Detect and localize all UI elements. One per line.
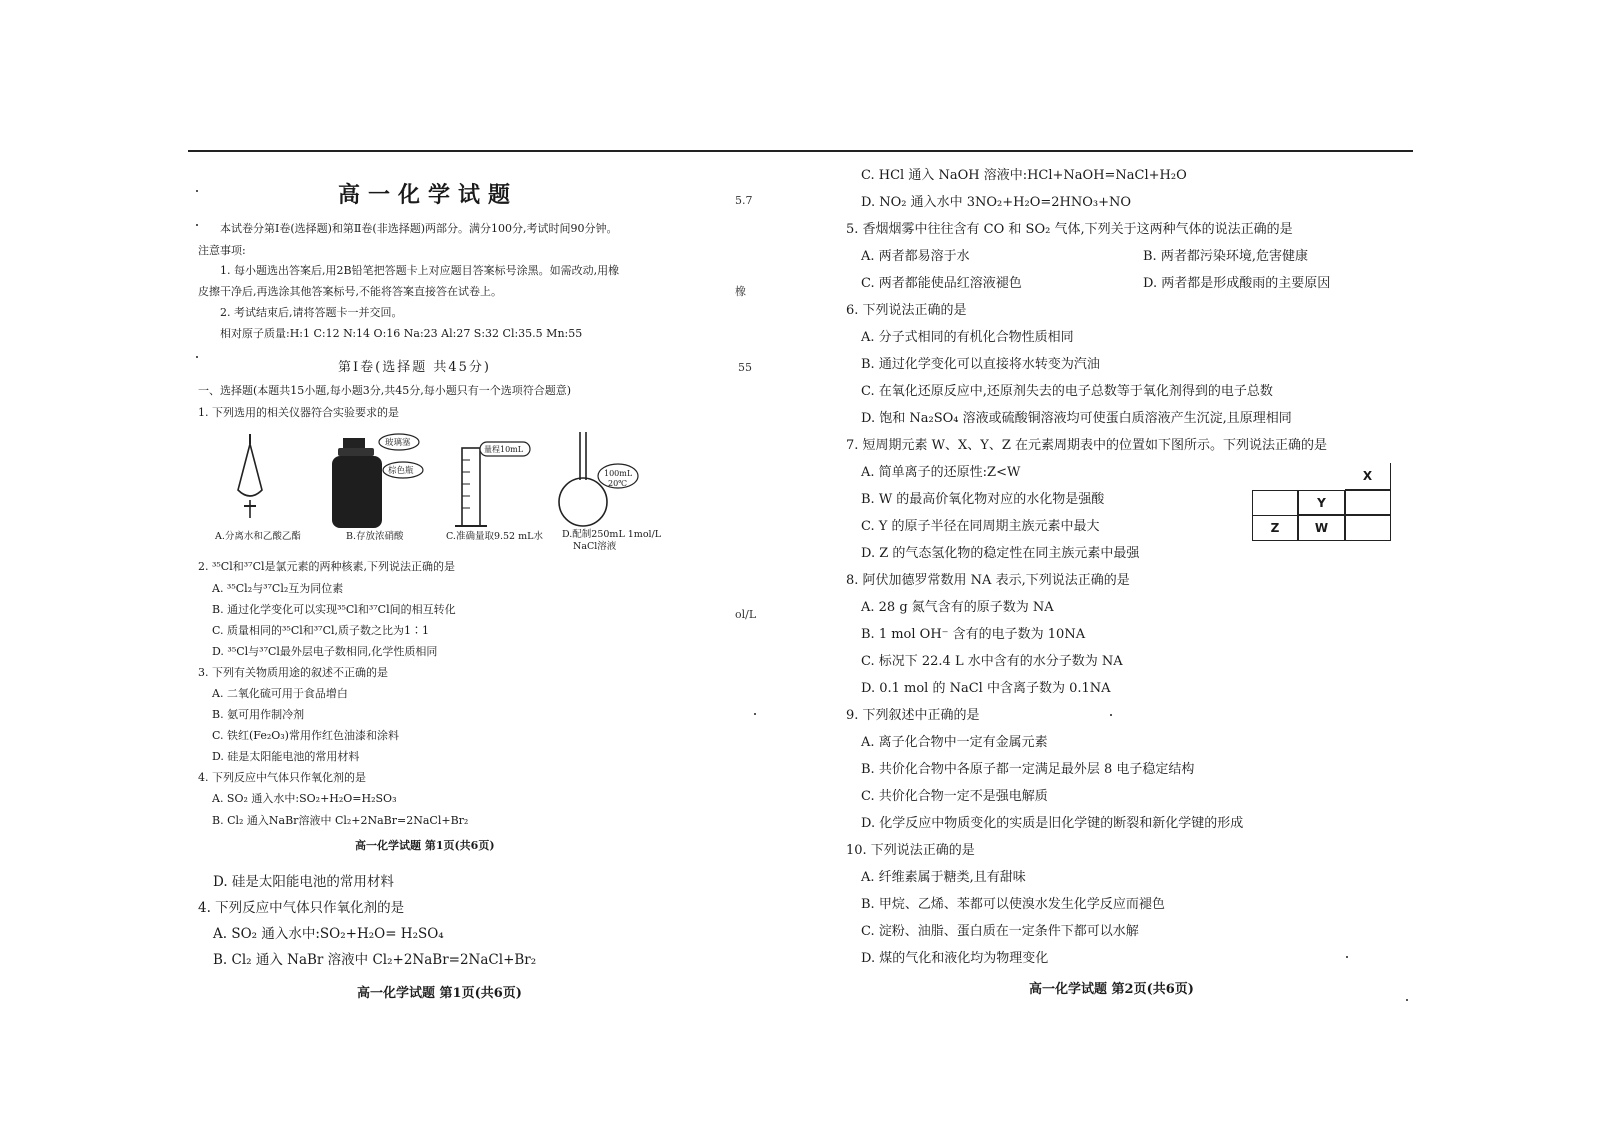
option-6d: D. 饱和 Na₂SO₄ 溶液或硫酸铜溶液均可使蛋白质溶液产生沉淀,且原理相同 [861, 411, 1292, 426]
question-4-large: 4. 下列反应中气体只作氧化剂的是 [198, 900, 405, 916]
scan-speck [196, 190, 198, 192]
notes-label: 注意事项: [198, 244, 246, 257]
scan-speck [1110, 714, 1112, 716]
margin-mark-3: 55 [738, 361, 752, 374]
option-3b: B. 氨可用作制冷剂 [212, 708, 305, 721]
exam-intro: 本试卷分第Ⅰ卷(选择题)和第Ⅱ卷(非选择题)两部分。满分100分,考试时间90分钟。 [220, 222, 618, 235]
scan-speck [196, 224, 198, 226]
option-2b: B. 通过化学变化可以实现³⁵Cl和³⁷Cl间的相互转化 [212, 603, 456, 616]
option-7b: B. W 的最高价氧化物对应的水化物是强酸 [861, 492, 1105, 507]
left-footer: 高一化学试题 第1页(共6页) [357, 986, 522, 1001]
option-6a: A. 分子式相同的有机化合物性质相同 [861, 330, 1074, 345]
question-3: 3. 下列有关物质用途的叙述不正确的是 [198, 666, 388, 679]
question-4-small: 4. 下列反应中气体只作氧化剂的是 [198, 771, 366, 784]
bubble-label-b1: 玻璃塞 [385, 438, 411, 448]
option-9b: B. 共价化合物中各原子都一定满足最外层 8 电子稳定结构 [861, 762, 1195, 777]
note-2: 2. 考试结束后,请将答题卡一并交回。 [220, 306, 403, 319]
option-2c: C. 质量相同的³⁵Cl和³⁷Cl,质子数之比为1∶1 [212, 624, 430, 637]
option-10d: D. 煤的气化和液化均为物理变化 [861, 951, 1049, 966]
option-8b: B. 1 mol OH⁻ 含有的电子数为 10NA [861, 627, 1086, 642]
bubble-label-b2: 棕色瓶 [388, 466, 414, 476]
option-1a: A.分离水和乙酸乙酯 [215, 531, 301, 542]
option-1d-2: NaCl溶液 [573, 541, 617, 552]
option-4d: D. NO₂ 通入水中 3NO₂+H₂O=2HNO₃+NO [861, 195, 1132, 210]
top-rule [188, 150, 1413, 152]
question-6: 6. 下列说法正确的是 [846, 303, 967, 318]
option-6c: C. 在氧化还原反应中,还原剂失去的电子总数等于氧化剂得到的电子总数 [861, 384, 1273, 399]
option-5b: B. 两者都污染环境,危害健康 [1143, 249, 1308, 264]
option-10c: C. 淀粉、油脂、蛋白质在一定条件下都可以水解 [861, 924, 1139, 939]
note-1a: 1. 每小题选出答案后,用2B铅笔把答题卡上对应题目答案标号涂黑。如需改动,用橡 [220, 264, 620, 277]
question-2: 2. ³⁵Cl和³⁷Cl是氯元素的两种核素,下列说法正确的是 [198, 560, 455, 573]
scan-speck [196, 356, 198, 358]
option-8c: C. 标况下 22.4 L 水中含有的水分子数为 NA [861, 654, 1123, 669]
option-2a: A. ³⁵Cl₂与³⁷Cl₂互为同位素 [212, 582, 344, 595]
option-10a: A. 纤维素属于糖类,且有甜味 [861, 870, 1026, 885]
option-5c: C. 两者都能使品红溶液褪色 [861, 276, 1022, 291]
question-5: 5. 香烟烟雾中往往含有 CO 和 SO₂ 气体,下列关于这两种气体的说法正确的是 [846, 222, 1293, 237]
scan-speck [1346, 956, 1348, 958]
atomic-mass: 相对原子质量:H:1 C:12 N:14 O:16 Na:23 Al:27 S:32 Cl:35.5 Mn:55 [220, 327, 583, 340]
cell-empty-3 [1345, 515, 1391, 541]
option-4a-large: A. SO₂ 通入水中:SO₂+H₂O= H₂SO₄ [213, 926, 444, 942]
option-9d: D. 化学反应中物质变化的实质是旧化学键的断裂和新化学键的形成 [861, 816, 1244, 831]
separatory-funnel-icon [238, 434, 262, 518]
option-3d: D. 硅是太阳能电池的常用材料 [212, 750, 360, 763]
option-1b: B.存放浓硝酸 [346, 531, 404, 542]
cell-w: W [1298, 515, 1345, 541]
option-5d: D. 两者都是形成酸雨的主要原因 [1143, 276, 1331, 291]
question-8: 8. 阿伏加德罗常数用 NA 表示,下列说法正确的是 [846, 573, 1130, 588]
option-6b: B. 通过化学变化可以直接将水转变为汽油 [861, 357, 1100, 372]
margin-mark-1: 5.7 [735, 194, 753, 207]
option-8d: D. 0.1 mol 的 NaCl 中含离子数为 0.1NA [861, 681, 1111, 696]
cell-z: Z [1252, 515, 1298, 541]
question-10: 10. 下列说法正确的是 [846, 843, 975, 858]
cell-y: Y [1298, 490, 1345, 515]
note-1b: 皮擦干净后,再选涂其他答案标号,不能将答案直接答在试卷上。 [198, 285, 502, 298]
option-9a: A. 离子化合物中一定有金属元素 [861, 735, 1048, 750]
option-3d-large: D. 硅是太阳能电池的常用材料 [213, 874, 394, 890]
option-7c: C. Y 的原子半径在同周期主族元素中最大 [861, 519, 1100, 534]
option-8a: A. 28 g 氮气含有的原子数为 NA [861, 600, 1054, 615]
option-3a: A. 二氧化硫可用于食品增白 [212, 687, 348, 700]
cell-empty-1 [1252, 490, 1298, 515]
option-4b-large: B. Cl₂ 通入 NaBr 溶液中 Cl₂+2NaBr=2NaCl+Br₂ [213, 952, 537, 968]
cell-x: X [1345, 463, 1391, 490]
footer-small: 高一化学试题 第1页(共6页) [355, 839, 495, 852]
option-3c: C. 铁红(Fe₂O₃)常用作红色油漆和涂料 [212, 729, 399, 742]
scan-speck [754, 713, 756, 715]
option-4c: C. HCl 通入 NaOH 溶液中:HCl+NaOH=NaCl+H₂O [861, 168, 1187, 183]
option-5a: A. 两者都易溶于水 [861, 249, 970, 264]
option-10b: B. 甲烷、乙烯、苯都可以使溴水发生化学反应而褪色 [861, 897, 1165, 912]
question-9: 9. 下列叙述中正确的是 [846, 708, 980, 723]
part-intro: 一、选择题(本题共15小题,每小题3分,共45分,每小题只有一个选项符合题意) [198, 384, 572, 397]
option-1c: C.准确量取9.52 mL水 [446, 531, 543, 542]
option-7d: D. Z 的气态氢化物的稳定性在同主族元素中最强 [861, 546, 1140, 561]
option-2d: D. ³⁵Cl与³⁷Cl最外层电子数相同,化学性质相同 [212, 645, 438, 658]
right-footer: 高一化学试题 第2页(共6页) [1029, 982, 1194, 997]
cell-empty-2 [1345, 490, 1391, 515]
question-1: 1. 下列选用的相关仪器符合实验要求的是 [198, 406, 399, 419]
flask-label-2: 20℃ [608, 479, 628, 488]
scan-speck [1406, 999, 1408, 1001]
brown-bottle-icon [332, 434, 423, 528]
option-4a-small: A. SO₂ 通入水中:SO₂+H₂O=H₂SO₃ [212, 792, 397, 805]
option-9c: C. 共价化合物一定不是强电解质 [861, 789, 1048, 804]
option-4b-small: B. Cl₂ 通入NaBr溶液中 Cl₂+2NaBr=2NaCl+Br₂ [212, 814, 469, 827]
section-heading: 第Ⅰ卷(选择题 共45分) [338, 360, 491, 375]
bubble-label-c: 量程10mL [484, 445, 524, 454]
page-title: 高一化学试题 [338, 182, 519, 208]
margin-mark-4: ol/L [735, 608, 757, 621]
flask-label-1: 100mL [604, 469, 633, 478]
question-7: 7. 短周期元素 W、X、Y、Z 在元素周期表中的位置如下图所示。下列说法正确的是 [846, 438, 1328, 453]
option-1d-1: D.配制250mL 1mol/L [562, 529, 662, 540]
margin-mark-2: 橡 [735, 285, 746, 298]
option-7a: A. 简单离子的还原性:Z<W [861, 465, 1021, 480]
